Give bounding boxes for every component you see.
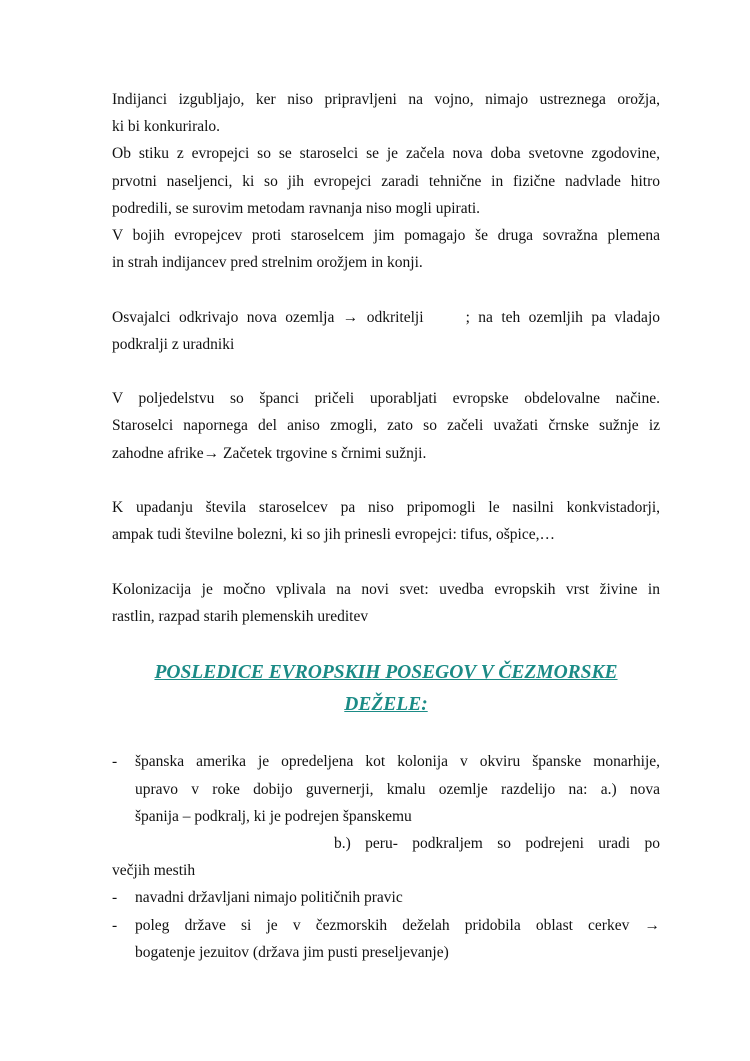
text-line: ampak tudi številne bolezni, ki so jih prinesli evropejci: tifus, ošpice,… xyxy=(112,526,555,544)
text-line: V bojih evropejcev proti staroselcem jim pomagajo še druga sovražna plemena xyxy=(112,227,660,245)
section-heading xyxy=(112,657,660,721)
dash-bullet: - xyxy=(112,916,118,934)
text-line: ki bi konkuriralo. xyxy=(112,118,221,136)
paragraph xyxy=(112,86,660,140)
text-line: podredili, se surovim metodam ravnanja niso mogli upirati. xyxy=(112,199,481,217)
list-item xyxy=(112,748,660,830)
text-line: Ob stiku z evropejci so se staroselci se je začela nova doba svetovne zgodovine, xyxy=(112,145,660,163)
paragraph xyxy=(112,576,660,630)
paragraph xyxy=(112,494,660,548)
text-line: zahodne afrike→ Začetek trgovine s črnimi sužnji. xyxy=(112,444,427,462)
text-line: Osvajalci odkrivajo nova ozemlja → odkritelji ; na teh ozemljih pa vladajo xyxy=(112,308,660,326)
paragraph xyxy=(112,140,660,222)
intro-paragraphs xyxy=(112,86,660,276)
paragraph xyxy=(112,222,660,276)
text-line: španija – podkralj, ki je podrejen španskemu xyxy=(135,807,412,825)
text-line: Staroselci napornega del aniso zmogli, zato so začeli uvažati črnske sužnje iz xyxy=(112,417,660,435)
paragraph xyxy=(112,385,660,467)
text-line: poleg države si je v čezmorskih deželah pridobila oblast cerkev → xyxy=(135,916,660,934)
bullet-list xyxy=(112,748,660,966)
dash-bullet: - xyxy=(112,753,118,771)
text-line: V poljedelstvu so španci pričeli uporabljati evropske obdelovalne načine. xyxy=(112,390,660,408)
text-line: prvotni naseljenci, ki so jih evropejci zaradi tehnične in fizične nadvlade hitro xyxy=(112,172,660,190)
text-line: večjih mestih xyxy=(112,862,196,880)
text-line: K upadanju števila staroselcev pa niso pripomogli le nasilni konkvistadorji, xyxy=(112,499,660,516)
text-line: Indijanci izgubljajo, ker niso pripravljeni na vojno, nimajo ustreznega orožja, xyxy=(112,91,660,108)
list-item xyxy=(112,912,660,966)
dash-bullet: - xyxy=(112,889,118,907)
text-line: podkralji z uradniki xyxy=(112,335,235,353)
text-line: španska amerika je opredeljena kot kolonija v okviru španske monarhije, xyxy=(135,753,660,771)
text-line: in strah indijancev pred strelnim orožjem in konji. xyxy=(112,254,423,272)
heading-line-1: POSLEDICE EVROPSKIH POSEGOV V ČEZMORSKE xyxy=(154,662,618,684)
text-line: b.) peru- podkraljem so podrejeni uradi po xyxy=(334,834,660,852)
text-line: navadni državljani nimajo političnih pravic xyxy=(135,889,403,907)
text-line: bogatenje jezuitov (država jim pusti preseljevanje) xyxy=(135,943,449,961)
text-line: Kolonizacija je močno vplivala na novi svet: uvedba evropskih vrst živine in xyxy=(112,580,660,598)
paragraph xyxy=(112,304,660,358)
list-item xyxy=(112,884,660,911)
text-line: upravo v roke dobijo guvernerji, kmalu ozemlje razdelijo na: a.) nova xyxy=(135,780,660,798)
text-line: rastlin, razpad starih plemenskih ureditev xyxy=(112,607,369,625)
heading-line-2: DEŽELE: xyxy=(344,694,428,716)
